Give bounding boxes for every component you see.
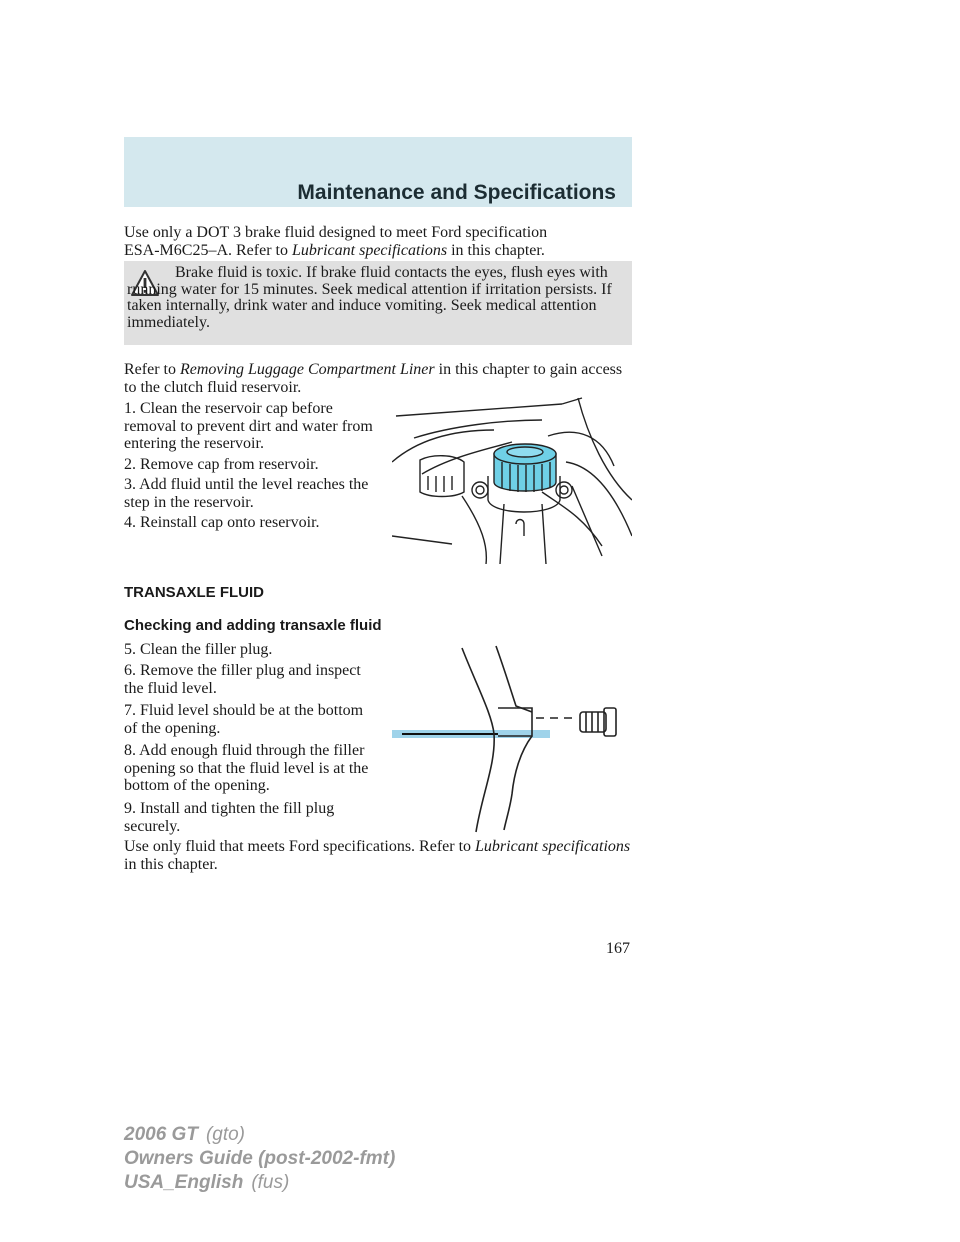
- brake-step-1: 1. Clean the reservoir cap before removal to prevent dirt and water from entering the reservoir.: [124, 400, 373, 452]
- warning-box: [124, 261, 632, 345]
- refer-suffix: in this chapter to gain access to the clutch fluid reservoir.: [124, 361, 623, 396]
- footer-language: USA_English: [124, 1172, 244, 1193]
- transaxle-step-8: 8. Add enough fluid through the filler opening so that the fluid level is at the bottom of the opening.: [124, 742, 369, 794]
- reservoir-cap: [494, 444, 556, 492]
- footer-model-code: (gto): [205, 1124, 246, 1145]
- reservoir-illustration: [392, 396, 632, 564]
- footer-guide: Owners Guide (post-2002-fmt): [124, 1148, 396, 1169]
- page-number: 167: [606, 940, 630, 957]
- footer-line-2: [124, 1148, 395, 1170]
- refer-paragraph: [124, 361, 636, 397]
- intro-line-2-prefix: ESA-M6C25–A. Refer to: [124, 242, 292, 259]
- luggage-liner-ref: Removing Luggage Compartment Liner: [179, 361, 435, 378]
- intro-paragraph: [124, 224, 644, 260]
- intro-line-2-suffix: in this chapter.: [447, 242, 545, 259]
- transaxle-heading: TRANSAXLE FLUID: [124, 584, 264, 601]
- transaxle-step-6: 6. Remove the filler plug and inspect the fluid level.: [124, 662, 361, 697]
- transaxle-step-9: 9. Install and tighten the fill plug securely.: [124, 800, 335, 835]
- brake-step-4: 4. Reinstall cap onto reservoir.: [124, 514, 320, 531]
- section-title: Maintenance and Specifications: [297, 181, 616, 204]
- closing-suffix: in this chapter.: [124, 856, 218, 873]
- transaxle-subheading: Checking and adding transaxle fluid: [124, 617, 382, 634]
- transaxle-step-5: 5. Clean the filler plug.: [124, 641, 273, 658]
- lubricant-spec-ref-2: Lubricant specifications: [475, 838, 631, 855]
- footer-line-3: [124, 1172, 289, 1194]
- intro-line-1: Use only a DOT 3 brake fluid designed to meet Ford specification: [124, 224, 548, 241]
- brake-step-3: 3. Add fluid until the level reaches the step in the reservoir.: [124, 476, 369, 511]
- section-header: [124, 137, 632, 207]
- transaxle-step-7: 7. Fluid level should be at the bottom of the opening.: [124, 702, 364, 737]
- footer-language-code: (fus): [251, 1172, 290, 1193]
- filler-plug-illustration: [392, 644, 624, 834]
- brake-step-2: 2. Remove cap from reservoir.: [124, 456, 319, 473]
- closing-prefix: Use only fluid that meets Ford specifications. Refer to: [124, 838, 476, 855]
- footer-model: 2006 GT: [124, 1124, 198, 1145]
- footer-line-1: [124, 1124, 245, 1146]
- refer-prefix: Refer to: [124, 361, 180, 378]
- lubricant-spec-ref: Lubricant specifications: [291, 242, 448, 259]
- warning-text: Brake fluid is toxic. If brake fluid contacts the eyes, flush eyes with running water for 15 minutes. Seek medical attention if irritation persists. If taken internally, drink water and induce vomiting. Seek medical attention immediately.: [127, 264, 612, 331]
- closing-paragraph: [124, 838, 644, 874]
